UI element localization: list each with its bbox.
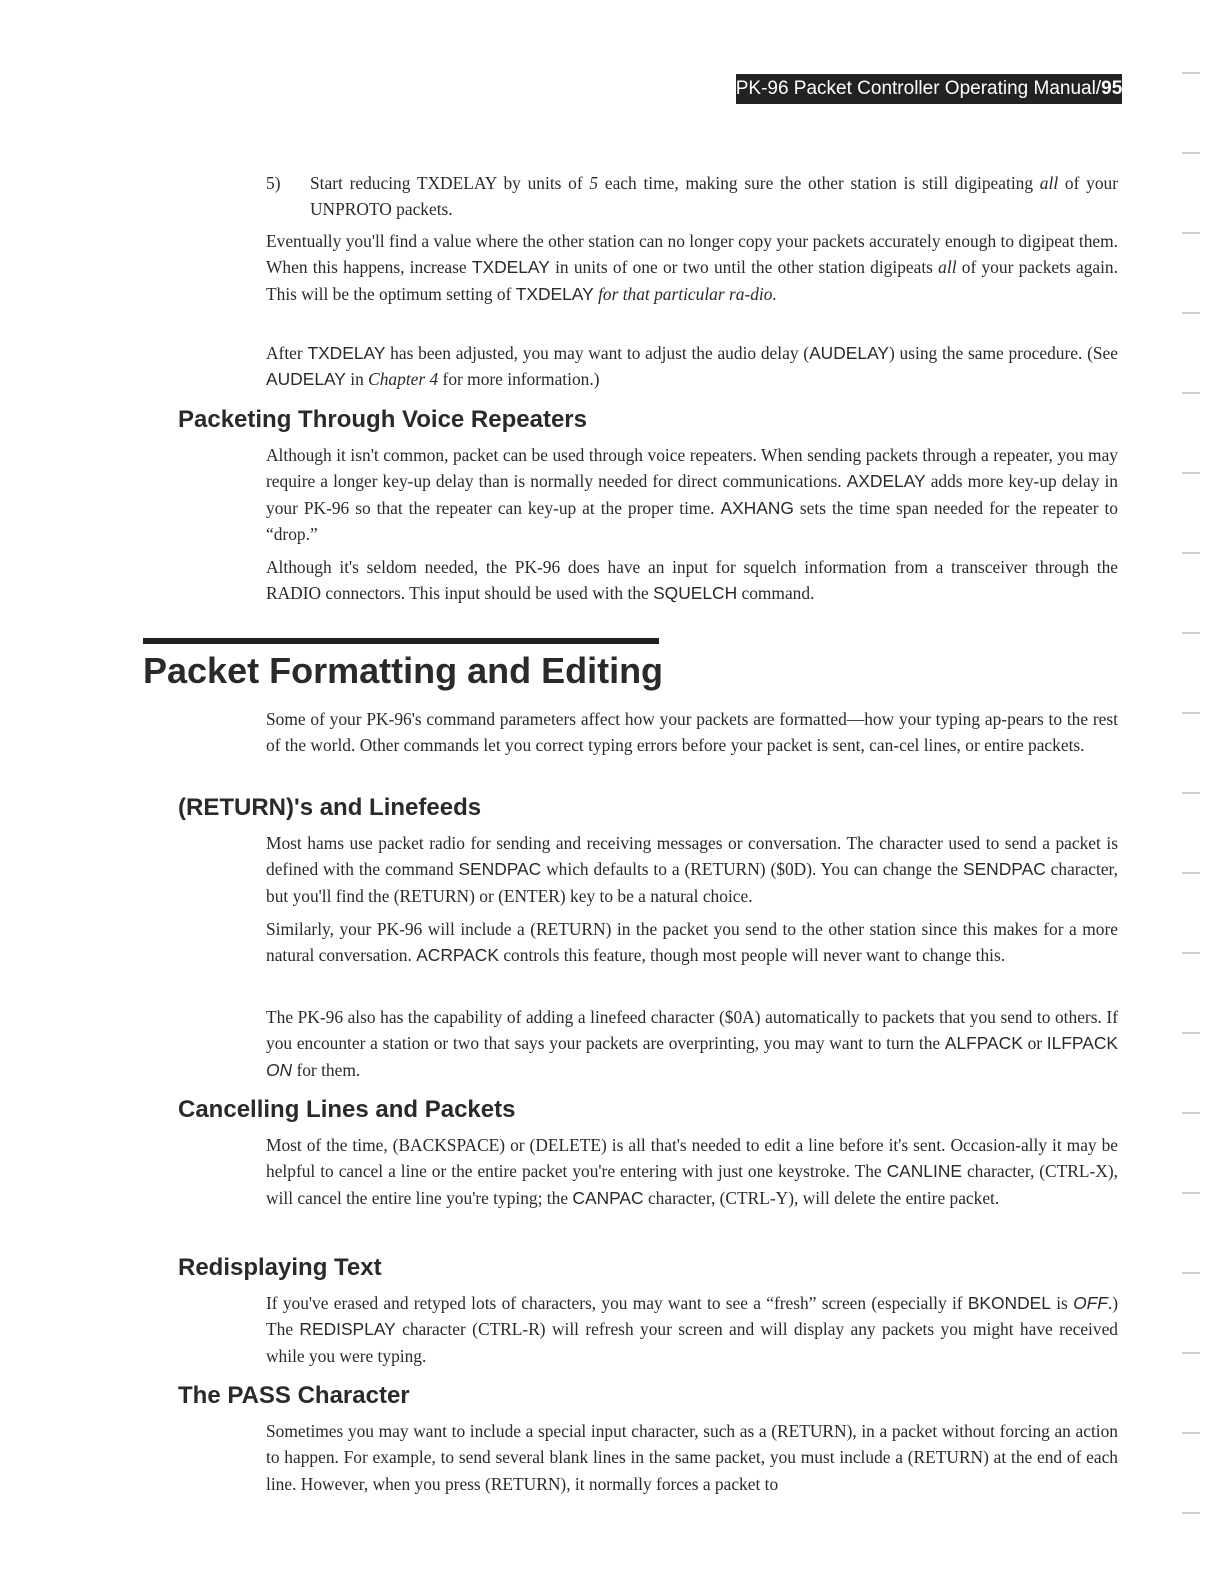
command-name: AUDELAY [809, 343, 889, 363]
command-value: OFF [1073, 1293, 1108, 1313]
command-name: TXDELAY [416, 173, 497, 193]
step-text: Start reducing TXDELAY by units of 5 each time, making sure the other station is still digipeating all of your UNPROTO packets. [310, 173, 1119, 220]
paragraph: Similarly, your PK-96 will include a (RETURN) in the packet you send to the other station since this makes for a more natural conversation. ACRPACK controls this feature, though most people will never want to change this. [266, 919, 1118, 966]
margin-mark [1182, 1352, 1200, 1354]
section-heading: The PASS Character [178, 1382, 410, 1409]
command-name: SENDPAC [458, 859, 542, 880]
margin-mark [1182, 792, 1200, 794]
command-name: ALFPACK [944, 1033, 1023, 1054]
command-name: SQUELCH [653, 583, 738, 604]
command-name: ILFPACK [1046, 1033, 1118, 1054]
command-name: TXDELAY [307, 343, 386, 363]
margin-mark [1182, 312, 1200, 314]
running-header [736, 74, 1122, 104]
command-name: AXDELAY [846, 471, 926, 492]
step-number: 5) [266, 173, 281, 193]
paragraph: If you've erased and retyped lots of characters, you may want to see a “fresh” screen (especially if BKONDEL is OFF.) The REDISPLAY character (CTRL-R) will refresh your screen and will display any packets you might have received while you were typing. [266, 1293, 1118, 1366]
command-name: SENDPAC [962, 859, 1046, 880]
section-heading: (RETURN)'s and Linefeeds [178, 794, 482, 821]
command-value: 5 [589, 173, 599, 193]
margin-mark [1182, 232, 1200, 234]
command-name: CANLINE [886, 1161, 962, 1182]
command-name: ACRPACK [416, 945, 499, 966]
margin-mark [1182, 552, 1200, 554]
margin-mark [1182, 72, 1200, 74]
section-heading: Packeting Through Voice Repeaters [178, 406, 587, 433]
paragraph: After TXDELAY has been adjusted, you may want to adjust the audio delay (AUDELAY) using the same procedure. (See AUDELAY in Chapter 4 for more information.) [266, 343, 1118, 390]
margin-mark [1182, 1272, 1200, 1274]
section-heading: Redisplaying Text [178, 1254, 382, 1281]
command-name: AXHANG [720, 497, 794, 518]
margin-mark [1182, 872, 1200, 874]
command-name: BKONDEL [967, 1293, 1051, 1313]
paragraph: Although it's seldom needed, the PK-96 does have an input for squelch information from a transceiver through the RADIO connectors. This input should be used with the SQUELCH command. [266, 557, 1118, 604]
paragraph: The PK-96 also has the capability of adding a linefeed character ($0A) automatically to packets that you send to others. If you encounter a station or two that says your packets are overprinting, you may want to turn the ALFPACK or ILFPACK ON for them. [266, 1007, 1118, 1080]
margin-mark [1182, 952, 1200, 954]
numbered-step [266, 170, 1118, 223]
command-name: UNPROTO [310, 199, 392, 220]
margin-mark [1182, 1432, 1200, 1434]
command-name: TXDELAY [471, 257, 550, 278]
section-heading: Cancelling Lines and Packets [178, 1096, 516, 1123]
header-separator: / [1095, 78, 1102, 99]
header-title: PK-96 Packet Controller Operating Manual [735, 78, 1096, 99]
command-name: AUDELAY [266, 369, 346, 390]
paragraph: Most of the time, (BACKSPACE) or (DELETE) is all that's needed to edit a line before it's sent. Occasion-ally it may be helpful to cancel a line or the entire packet you're entering with just one keystroke. The CANLINE character, (CTRL-X), will cancel the entire line you're typing; the CANPAC character, (CTRL-Y), will delete the entire packet. [266, 1135, 1118, 1208]
margin-mark [1182, 1192, 1200, 1194]
command-name: TXDELAY [515, 283, 594, 304]
margin-mark [1182, 712, 1200, 714]
paragraph: Most hams use packet radio for sending and receiving messages or conversation. The character used to send a packet is defined with the command SENDPAC which defaults to a (RETURN) ($0D). You can change the SENDPAC character, but you'll find the (RETURN) or (ENTER) key to be a natural choice. [266, 833, 1119, 906]
paragraph: Although it isn't common, packet can be used through voice repeaters. When sending packets through a repeater, you may require a longer key-up delay than is normally needed for direct communications. AXDELAY adds more key-up delay in your PK-96 so that the repeater can key-up at the proper time. AXHANG sets the time span needed for the repeater to “drop.” [266, 445, 1118, 545]
margin-mark [1182, 1112, 1200, 1114]
margin-mark [1182, 392, 1200, 394]
margin-mark [1182, 152, 1200, 154]
margin-mark [1182, 472, 1200, 474]
command-name: REDISPLAY [299, 1319, 396, 1340]
paragraph: Eventually you'll find a value where the other station can no longer copy your packets accurately enough to digipeat them. When this happens, increase TXDELAY in units of one or two until the other station digipeats all of your packets again. This will be the optimum setting of TXDELAY for that particular ra-dio. [266, 231, 1118, 304]
margin-mark [1182, 1032, 1200, 1034]
command-name: CANPAC [572, 1187, 644, 1208]
chapter-title: Packet Formatting and Editing [143, 650, 664, 691]
chapter-rule [143, 638, 659, 644]
page-number: 95 [1101, 78, 1123, 99]
paragraph: Some of your PK-96's command parameters affect how your packets are formatted—how your typing ap-pears to the rest of the world. Other commands let you correct typing errors before your packet is sent, can-cel lines, or entire packets. [266, 709, 1118, 756]
margin-mark [1182, 632, 1200, 634]
paragraph: Sometimes you may want to include a special input character, such as a (RETURN), in a packet without forcing an action to happen. For example, to send several blank lines in the same packet, you must include a (RETURN) at the end of each line. However, when you press (RETURN), it normally forces a packet to [266, 1421, 1118, 1494]
command-value: ON [266, 1059, 293, 1080]
margin-mark [1182, 1512, 1200, 1514]
